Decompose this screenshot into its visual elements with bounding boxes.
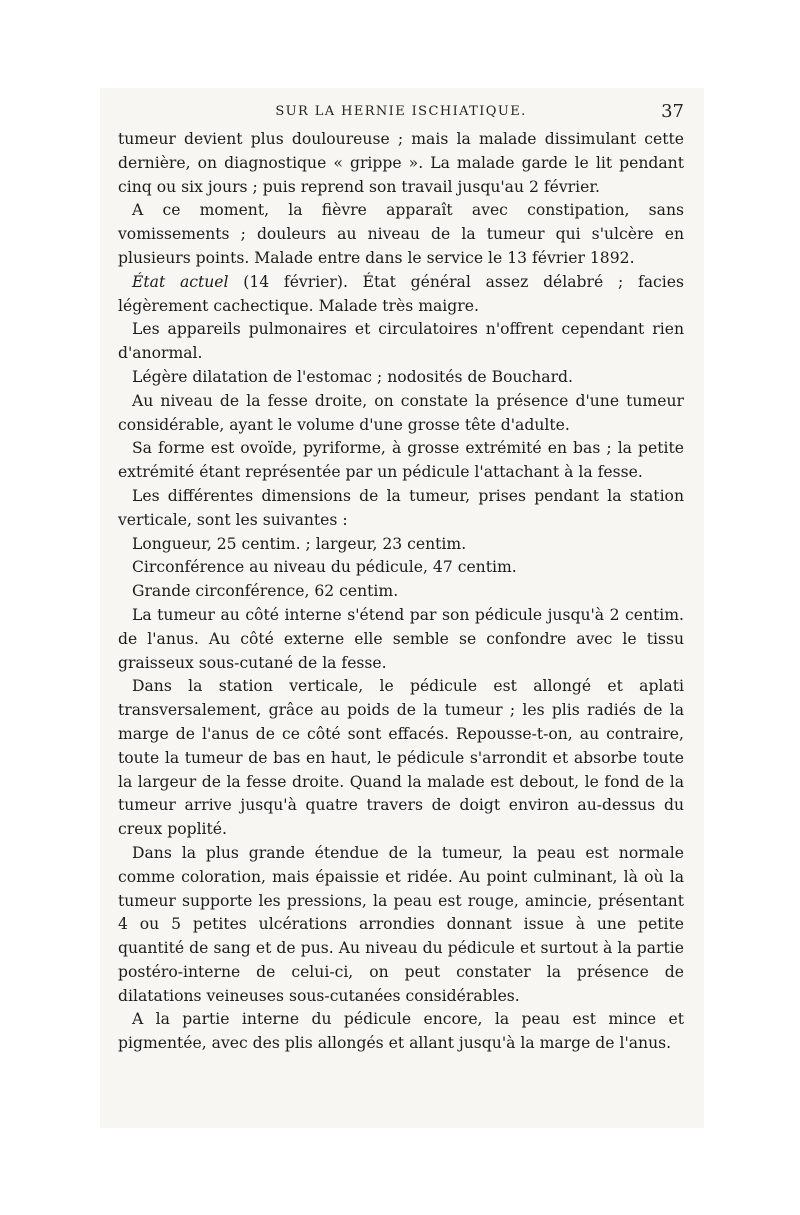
paragraph bbox=[118, 390, 684, 438]
paragraph bbox=[118, 533, 684, 557]
paragraph-text: La tumeur au côté interne s'étend par son pédicule jusqu'à 2 centim. de l'anus. Au côté externe elle semble se confondre avec le tissu graisseux sous-cutané de la fesse. bbox=[118, 605, 684, 672]
page-number: 37 bbox=[661, 101, 684, 122]
paragraph bbox=[118, 318, 684, 366]
paragraph-text: Grande circonférence, 62 centim. bbox=[132, 582, 399, 601]
paragraph bbox=[118, 842, 684, 1009]
paragraph bbox=[118, 580, 684, 604]
paragraph-text: Dans la plus grande étendue de la tumeur, la peau est normale comme coloration, mais épaissie et ridée. Au point culminant, là où la tumeur supporte les pressions, la peau est rouge, amincie, présentant 4 ou 5 petites ulcérations arrondies donnant issue à une petite quantité de sang et de pus. Au niveau du pédicule et surtout à la partie postéro-interne de celui-ci, on peut constater la présence de dilatations veineuses sous-cutanées considérables. bbox=[118, 843, 684, 1005]
paragraph-text: tumeur devient plus douloureuse ; mais la malade dissimulant cette dernière, on diagnostique « grippe ». La malade garde le lit pendant cinq ou six jours ; puis reprend son travail jusqu'au 2 février. bbox=[118, 130, 684, 196]
paragraph-text: Légère dilatation de l'estomac ; nodosités de Bouchard. bbox=[132, 367, 573, 386]
paragraph bbox=[118, 437, 684, 485]
paragraph bbox=[118, 675, 684, 842]
paragraph-text: Sa forme est ovoïde, pyriforme, à grosse extrémité en bas ; la petite extrémité étant représentée par un pédicule l'attachant à la fesse. bbox=[118, 439, 684, 482]
paragraph bbox=[118, 366, 684, 390]
paragraph-text: Circonférence au niveau du pédicule, 47 centim. bbox=[132, 558, 517, 577]
paragraph bbox=[118, 1008, 684, 1056]
paragraph-text: Longueur, 25 centim. ; largeur, 23 centim. bbox=[132, 534, 467, 553]
paragraph-text: A la partie interne du pédicule encore, la peau est mince et pigmentée, avec des plis allongés et allant jusqu'à la marge de l'anus. bbox=[118, 1010, 684, 1053]
paragraph bbox=[118, 271, 684, 319]
paragraph bbox=[118, 199, 684, 270]
paragraph bbox=[118, 485, 684, 533]
paragraph-text: Les différentes dimensions de la tumeur, prises pendant la station verticale, sont les suivantes : bbox=[118, 486, 684, 529]
paragraph-text: Au niveau de la fesse droite, on constate la présence d'une tumeur considérable, ayant le volume d'une grosse tête d'adulte. bbox=[118, 391, 684, 434]
paragraph bbox=[118, 128, 684, 199]
paragraph bbox=[118, 604, 684, 675]
paragraph-lead: État actuel bbox=[132, 272, 229, 291]
running-head bbox=[118, 100, 684, 124]
paragraph-text: (14 février). État général assez délabré ; facies légèrement cachectique. Malade très maigre. bbox=[118, 272, 684, 315]
paragraph bbox=[118, 556, 684, 580]
body-text bbox=[118, 128, 684, 1056]
paragraph-text: Dans la station verticale, le pédicule est allongé et aplati transversalement, grâce au poids de la tumeur ; les plis radiés de la marge de l'anus de ce côté sont effacés. Repousse-t-on, au contraire, toute la tumeur de bas en haut, le pédicule s'arrondit et absorbe toute la largeur de la fesse droite. Quand la malade est debout, le fond de la tumeur arrive jusqu'à quatre travers de doigt environ au-dessus du creux poplité. bbox=[118, 677, 684, 839]
running-title: SUR LA HERNIE ISCHIATIQUE. bbox=[275, 104, 527, 119]
paragraph-text: A ce moment, la fièvre apparaît avec constipation, sans vomissements ; douleurs au niveau de la tumeur qui s'ulcère en plusieurs points. Malade entre dans le service le 13 février 1892. bbox=[118, 201, 684, 267]
paragraph-text: Les appareils pulmonaires et circulatoires n'offrent cependant rien d'anormal. bbox=[118, 320, 684, 363]
